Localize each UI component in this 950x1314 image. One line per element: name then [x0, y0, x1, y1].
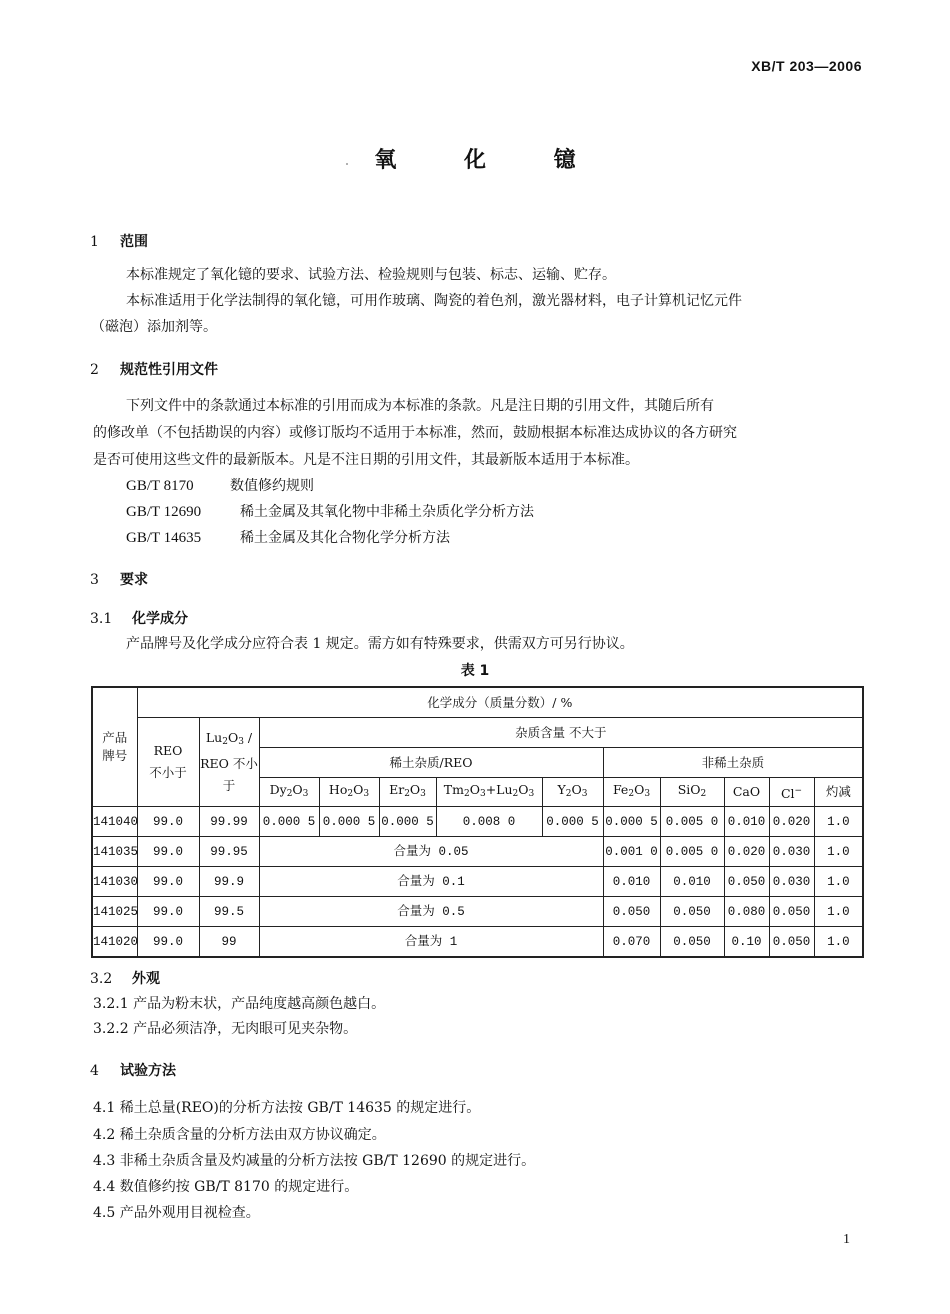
cell-lu: 99.5 [199, 897, 259, 927]
header-lu-reo: $Lu_2O_3$ / REO 不小于 [199, 718, 259, 807]
col-sio2: SiO$_2$ [660, 778, 724, 807]
cell-reo: 99.0 [137, 807, 199, 837]
cell-cl: 0.030 [769, 837, 814, 867]
cell-loi: 1.0 [814, 927, 863, 958]
section-3-1-heading: 3.1 化学成分 [90, 611, 188, 627]
cell-grade: 141025 [92, 897, 137, 927]
cell-fe: 0.001 0 [603, 837, 660, 867]
header-reo: REO 不小于 [137, 718, 199, 807]
section-3-heading: 3 要求 [90, 572, 148, 588]
cell-si: 0.010 [660, 867, 724, 897]
cell-reo: 99.0 [137, 837, 199, 867]
section-4-item: 4.3 非稀土杂质含量及灼减量的分析方法按 GB/T 12690 的规定进行。 [93, 1153, 536, 1169]
cell-reo: 99.0 [137, 897, 199, 927]
section-1-para-2a: 本标准适用于化学法制得的氧化镱，可用作玻璃、陶瓷的着色剂，激光器材料，电子计算机记忆元件 [126, 293, 742, 309]
section-4-item: 4.5 产品外观用目视检查。 [93, 1205, 260, 1221]
cell-ho: 0.000 5 [319, 807, 379, 837]
section-1-heading: 1 范围 [90, 234, 148, 250]
table-row [92, 927, 863, 958]
page-title: 氧 化 镱 [374, 148, 606, 173]
header-rare-earth-impurity: 稀土杂质/REO [259, 748, 603, 778]
cell-loi: 1.0 [814, 837, 863, 867]
cell-grade: 141020 [92, 927, 137, 958]
cell-si: 0.005 0 [660, 807, 724, 837]
section-4-item: 4.1 稀土总量(REO)的分析方法按 GB/T 14635 的规定进行。 [93, 1100, 481, 1116]
cell-fe: 0.070 [603, 927, 660, 958]
cell-y: 0.000 5 [542, 807, 603, 837]
cell-loi: 1.0 [814, 897, 863, 927]
cell-cao: 0.080 [724, 897, 769, 927]
col-dy2o3: $Dy_2O_3$ [259, 778, 319, 807]
section-2-para-b: 的修改单（不包括勘误的内容）或修订版均不适用于本标准，然而，鼓励根据本标准达成协议的各方研究 [93, 425, 737, 441]
cell-fe: 0.050 [603, 897, 660, 927]
composition-table [91, 686, 864, 958]
cell-lu: 99.99 [199, 807, 259, 837]
reference-item: GB/T 14635 稀土金属及其化合物化学分析方法 [126, 530, 450, 546]
col-ho2o3: $Ho_2O_3$ [319, 778, 379, 807]
section-3-2-2: 3.2.2 产品必须洁净，无肉眼可见夹杂物。 [93, 1021, 358, 1037]
cell-si: 0.005 0 [660, 837, 724, 867]
cell-er: 0.000 5 [379, 807, 436, 837]
cell-total: 合量为 1 [259, 927, 603, 958]
page-number: 1 [843, 1232, 850, 1247]
header-composition: 化学成分（质量分数）/ % [137, 687, 863, 718]
standard-code: XB/T 203—2006 [751, 58, 862, 74]
cell-loi: 1.0 [814, 807, 863, 837]
section-2-heading: 2 规范性引用文件 [90, 362, 218, 378]
cell-reo: 99.0 [137, 867, 199, 897]
table-row [92, 867, 863, 897]
cell-lu: 99 [199, 927, 259, 958]
cell-lu: 99.9 [199, 867, 259, 897]
section-2-para-c: 是否可使用这些文件的最新版本。凡是不注日期的引用文件，其最新版本适用于本标准。 [93, 452, 639, 468]
section-2-para-a: 下列文件中的条款通过本标准的引用而成为本标准的条款。凡是注日期的引用文件，其随后所有 [126, 398, 714, 414]
col-y2o3: $Y_2O_3$ [542, 778, 603, 807]
section-3-1-para: 产品牌号及化学成分应符合表 1 规定。需方如有特殊要求，供需双方可另行协议。 [126, 636, 634, 652]
table-row [92, 807, 863, 837]
cell-loi: 1.0 [814, 867, 863, 897]
col-fe2o3: $Fe_2O_3$ [603, 778, 660, 807]
cell-si: 0.050 [660, 927, 724, 958]
cell-reo: 99.0 [137, 927, 199, 958]
header-impurity: 杂质含量 不大于 [259, 718, 863, 748]
cell-grade: 141030 [92, 867, 137, 897]
cell-cl: 0.050 [769, 897, 814, 927]
cell-fe: 0.010 [603, 867, 660, 897]
cell-cao: 0.10 [724, 927, 769, 958]
cell-cl: 0.020 [769, 807, 814, 837]
reference-item: GB/T 12690 稀土金属及其氧化物中非稀土杂质化学分析方法 [126, 504, 534, 520]
table-row [92, 837, 863, 867]
col-cao: CaO [724, 778, 769, 807]
cell-grade: 141040 [92, 807, 137, 837]
reference-item: GB/T 8170 数值修约规则 [126, 478, 314, 494]
header-non-rare-earth-impurity: 非稀土杂质 [603, 748, 863, 778]
cell-dy: 0.000 5 [259, 807, 319, 837]
cell-total: 合量为 0.05 [259, 837, 603, 867]
cell-total: 合量为 0.1 [259, 867, 603, 897]
cell-cao: 0.020 [724, 837, 769, 867]
cell-cl: 0.050 [769, 927, 814, 958]
section-4-heading: 4 试验方法 [90, 1063, 176, 1079]
section-4-item: 4.2 稀土杂质含量的分析方法由双方协议确定。 [93, 1127, 386, 1143]
section-1-para-2b: （磁泡）添加剂等。 [91, 319, 217, 335]
section-3-2-heading: 3.2 外观 [90, 971, 160, 987]
table-caption: 表 1 [460, 663, 490, 679]
col-er2o3: $Er_2O_3$ [379, 778, 436, 807]
section-3-2-1: 3.2.1 产品为粉末状，产品纯度越高颜色越白。 [93, 996, 386, 1012]
table-row [92, 897, 863, 927]
cell-tm: 0.008 0 [436, 807, 542, 837]
col-cl: Cl− [769, 778, 814, 807]
cell-cl: 0.030 [769, 867, 814, 897]
col-tm2o3-lu2o3: $Tm_2O_3+Lu_2O_3$ [436, 778, 542, 807]
cell-cao: 0.010 [724, 807, 769, 837]
cell-grade: 141035 [92, 837, 137, 867]
cell-lu: 99.95 [199, 837, 259, 867]
col-loss-on-ignition: 灼减 [814, 778, 863, 807]
header-grade: 产品牌号 [92, 687, 137, 807]
cell-si: 0.050 [660, 897, 724, 927]
cell-fe: 0.000 5 [603, 807, 660, 837]
cell-cao: 0.050 [724, 867, 769, 897]
cell-total: 合量为 0.5 [259, 897, 603, 927]
section-4-item: 4.4 数值修约按 GB/T 8170 的规定进行。 [93, 1179, 359, 1195]
section-1-para-1: 本标准规定了氧化镱的要求、试验方法、检验规则与包装、标志、运输、贮存。 [126, 267, 616, 283]
